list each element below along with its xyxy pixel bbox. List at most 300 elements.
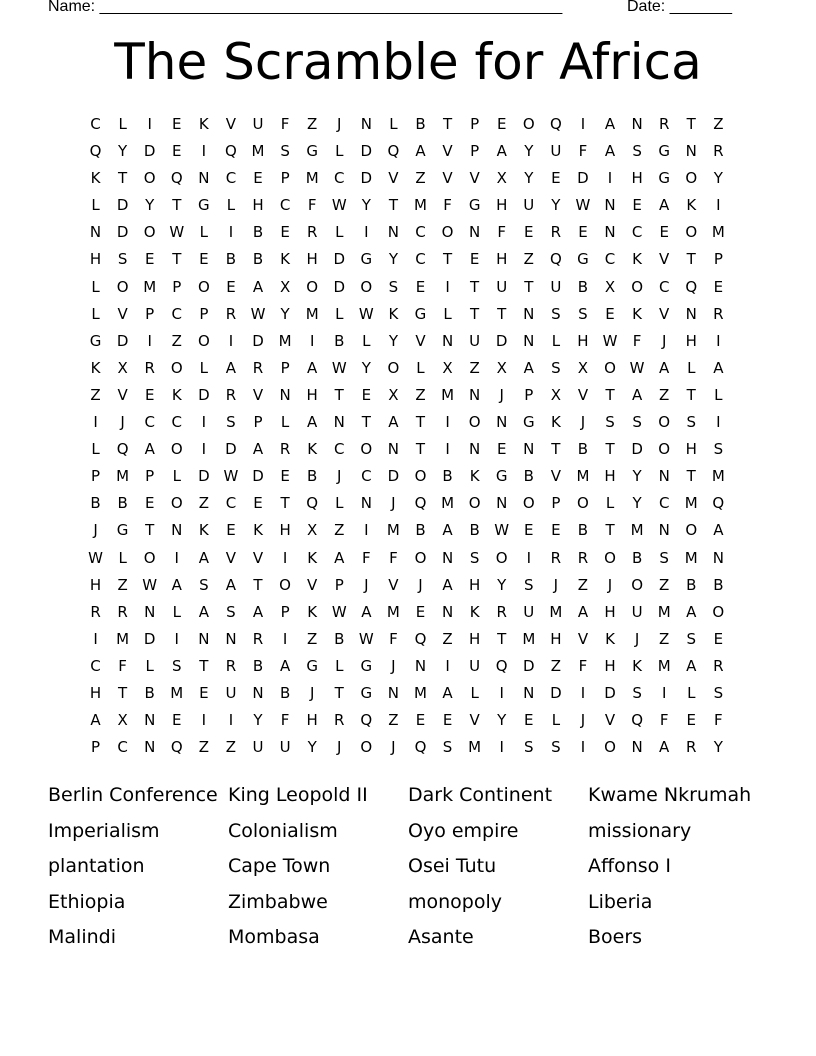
grid-letter: W	[331, 196, 347, 215]
grid-letter: L	[687, 358, 696, 377]
grid-letter: C	[415, 223, 426, 242]
grid-letter: Z	[225, 738, 237, 757]
grid-letter: N	[198, 169, 210, 188]
grid-letter: H	[468, 575, 481, 594]
grid-letter: U	[469, 656, 481, 675]
grid-letter: E	[496, 440, 507, 459]
grid-letter: E	[199, 250, 209, 269]
grid-letter: A	[198, 602, 209, 621]
grid-letter: I	[607, 169, 613, 188]
grid-letter: L	[280, 413, 290, 432]
grid-row	[82, 709, 742, 736]
grid-letter: M	[522, 629, 536, 648]
grid-letter: B	[713, 575, 724, 594]
grid-letter: B	[631, 548, 643, 567]
grid-letter: H	[89, 250, 102, 269]
grid-row	[82, 303, 742, 330]
grid-letter: M	[386, 521, 400, 540]
grid-letter: P	[524, 385, 534, 404]
grid-letter: K	[280, 250, 290, 269]
grid-letter: B	[334, 331, 345, 350]
grid-letter: T	[442, 250, 453, 269]
grid-letter: Y	[388, 250, 398, 269]
grid-letter: I	[201, 440, 207, 459]
grid-letter: T	[280, 494, 290, 513]
grid-letter: O	[441, 223, 454, 242]
grid-row	[82, 465, 742, 492]
grid-letter: A	[631, 385, 643, 404]
grid-letter: T	[605, 521, 615, 540]
grid-letter: V	[469, 169, 480, 188]
grid-letter: G	[658, 169, 670, 188]
grid-letter: E	[524, 521, 534, 540]
grid-letter: A	[307, 358, 318, 377]
grid-letter: Z	[90, 385, 101, 404]
grid-letter: U	[225, 683, 237, 702]
grid-letter: E	[226, 277, 236, 296]
grid-letter: I	[580, 738, 586, 757]
grid-row	[82, 221, 742, 248]
header	[48, 0, 748, 20]
grid-row	[82, 438, 742, 465]
grid-letter: V	[388, 575, 399, 594]
grid-letter: Q	[495, 656, 508, 675]
grid-letter: J	[418, 575, 423, 594]
grid-letter: B	[252, 223, 264, 242]
grid-letter: B	[442, 467, 453, 486]
grid-letter: L	[551, 711, 561, 730]
grid-letter: C	[604, 250, 616, 269]
grid-letter: T	[334, 385, 344, 404]
grid-letter: K	[90, 169, 101, 188]
grid-letter: H	[604, 467, 616, 486]
grid-letter: I	[445, 277, 450, 296]
grid-letter: A	[686, 602, 697, 621]
grid-letter: U	[523, 602, 535, 621]
grid-letter: B	[415, 521, 426, 540]
grid-letter: M	[278, 331, 292, 350]
grid-letter: B	[577, 277, 589, 296]
grid-letter: R	[713, 304, 724, 323]
grid-letter: Y	[145, 196, 155, 215]
grid-letter: H	[604, 602, 616, 621]
grid-letter: N	[658, 521, 670, 540]
grid-letter: A	[496, 142, 507, 161]
grid-letter: C	[631, 223, 643, 242]
grid-letter: O	[658, 440, 671, 459]
grid-letter: X	[604, 277, 616, 296]
grid-letter: D	[523, 656, 535, 675]
grid-letter: T	[497, 629, 507, 648]
grid-letter: L	[335, 494, 344, 513]
grid-letter: Z	[334, 521, 345, 540]
grid-letter: G	[658, 142, 670, 161]
grid-letter: Q	[685, 277, 698, 296]
grid-letter: A	[252, 440, 264, 459]
grid-letter: R	[713, 142, 724, 161]
grid-letter: L	[470, 683, 479, 702]
grid-letter: T	[605, 385, 615, 404]
grid-letter: D	[387, 467, 400, 486]
grid-letter: R	[279, 440, 291, 459]
grid-letter: W	[575, 196, 591, 215]
grid-letter: P	[280, 358, 290, 377]
grid-letter: V	[659, 304, 670, 323]
grid-letter: I	[445, 656, 450, 675]
grid-letter: G	[198, 196, 210, 215]
grid-letter: W	[358, 629, 374, 648]
grid-letter: K	[198, 115, 209, 133]
grid-letter: N	[144, 738, 156, 757]
grid-letter: I	[282, 548, 288, 567]
grid-letter: R	[225, 304, 237, 323]
grid-letter: Z	[307, 115, 318, 133]
grid-letter: A	[713, 521, 724, 540]
grid-letter: Z	[388, 711, 399, 730]
grid-letter: C	[658, 277, 670, 296]
grid-letter: F	[280, 115, 290, 133]
grid-letter: C	[279, 196, 291, 215]
grid-letter: I	[716, 413, 721, 432]
grid-letter: I	[201, 142, 207, 161]
grid-row	[82, 655, 742, 682]
grid-letter: A	[442, 521, 453, 540]
grid-letter: Z	[198, 738, 209, 757]
grid-letter: T	[199, 656, 209, 675]
grid-letter: N	[89, 223, 102, 242]
grid-letter: N	[685, 304, 697, 323]
grid-letter: G	[360, 656, 373, 675]
grid-letter: G	[468, 196, 481, 215]
grid-letter: F	[632, 331, 642, 350]
grid-letter: Z	[442, 629, 453, 648]
grid-letter: Z	[415, 169, 426, 188]
grid-letter: F	[578, 142, 588, 161]
grid-letter: T	[470, 277, 480, 296]
grid-letter: K	[307, 602, 318, 621]
grid-letter: P	[280, 602, 290, 621]
grid-letter: D	[116, 196, 129, 215]
grid-letter: M	[549, 602, 563, 621]
grid-letter: K	[388, 304, 399, 323]
grid-letter: E	[659, 223, 669, 242]
grid-letter: R	[144, 358, 155, 377]
grid-letter: V	[415, 331, 426, 350]
grid-letter: G	[495, 467, 508, 486]
grid-letter: M	[576, 467, 590, 486]
grid-letter: Z	[577, 575, 589, 594]
grid-letter: B	[117, 494, 128, 513]
grid-letter: A	[361, 602, 372, 621]
grid-letter: M	[386, 602, 400, 621]
grid-letter: Z	[523, 250, 534, 269]
grid-letter: I	[526, 548, 531, 567]
grid-letter: E	[280, 223, 290, 242]
grid-letter: L	[443, 304, 452, 323]
grid-letter: V	[577, 629, 589, 648]
grid-row	[82, 167, 742, 194]
grid-letter: M	[305, 169, 319, 188]
grid-letter: J	[120, 413, 125, 432]
grid-letter: M	[711, 467, 725, 486]
grid-letter: I	[309, 331, 315, 350]
grid-letter: A	[225, 358, 237, 377]
grid-letter: R	[713, 656, 724, 675]
word-list-item: Malindi	[48, 926, 116, 949]
grid-letter: E	[713, 629, 724, 648]
word-list-item: Berlin Conference	[48, 784, 218, 806]
word-list-item: Asante	[408, 926, 474, 949]
grid-letter: T	[442, 115, 453, 133]
grid-letter: D	[198, 467, 210, 486]
grid-letter: A	[334, 548, 345, 567]
grid-letter: N	[333, 413, 345, 432]
grid-letter: Q	[549, 115, 562, 133]
grid-letter: J	[337, 467, 342, 486]
grid-letter: M	[657, 656, 671, 675]
grid-letter: D	[577, 169, 589, 188]
grid-letter: S	[632, 683, 642, 702]
grid-row	[82, 113, 742, 140]
grid-letter: T	[172, 196, 182, 215]
grid-letter: M	[468, 738, 482, 757]
grid-letter: D	[225, 440, 237, 459]
grid-letter: R	[252, 629, 264, 648]
grid-row	[82, 682, 742, 709]
grid-letter: O	[143, 223, 156, 242]
grid-letter: H	[252, 196, 264, 215]
grid-letter: L	[335, 142, 344, 161]
grid-letter: W	[629, 358, 645, 377]
grid-letter: A	[252, 602, 264, 621]
grid-letter: H	[89, 575, 102, 594]
grid-letter: O	[604, 738, 616, 757]
grid-letter: O	[116, 277, 129, 296]
grid-letter: I	[174, 629, 179, 648]
grid-letter: Y	[307, 738, 317, 757]
grid-letter: V	[659, 250, 670, 269]
grid-letter: T	[524, 277, 534, 296]
grid-letter: H	[685, 440, 697, 459]
grid-letter: S	[686, 629, 697, 648]
grid-letter: Q	[306, 494, 319, 513]
grid-letter: N	[441, 548, 454, 567]
grid-letter: R	[686, 738, 697, 757]
grid-letter: L	[226, 196, 236, 215]
grid-letter: L	[362, 331, 371, 350]
grid-letter: I	[364, 223, 369, 242]
grid-letter: Y	[253, 711, 263, 730]
grid-letter: K	[632, 250, 643, 269]
grid-letter: G	[89, 331, 102, 350]
grid-letter: J	[337, 115, 342, 133]
grid-row	[82, 248, 742, 275]
grid-letter: A	[388, 413, 399, 432]
grid-letter: D	[116, 331, 129, 350]
word-list-item: Affonso I	[588, 855, 671, 878]
grid-letter: H	[496, 250, 508, 269]
grid-letter: Q	[116, 440, 129, 459]
grid-letter: T	[388, 196, 398, 215]
grid-letter: G	[306, 142, 318, 161]
grid-letter: D	[333, 277, 346, 296]
grid-letter: P	[280, 169, 290, 188]
grid-letter: R	[334, 711, 345, 730]
grid-letter: D	[631, 440, 643, 459]
grid-letter: O	[143, 548, 156, 567]
grid-letter: N	[685, 142, 697, 161]
grid-row	[82, 547, 742, 574]
grid-letter: M	[170, 683, 184, 702]
grid-letter: G	[116, 521, 129, 540]
grid-letter: N	[469, 440, 481, 459]
grid-letter: L	[335, 223, 344, 242]
grid-letter: U	[523, 196, 535, 215]
grid-letter: O	[712, 602, 725, 621]
grid-letter: Y	[497, 711, 507, 730]
letter-grid	[82, 113, 742, 763]
grid-letter: N	[604, 223, 616, 242]
grid-letter: N	[631, 738, 643, 757]
grid-letter: L	[91, 440, 100, 459]
grid-letter: V	[469, 711, 480, 730]
grid-letter: O	[387, 358, 400, 377]
grid-letter: X	[496, 358, 507, 377]
grid-letter: W	[142, 575, 158, 594]
grid-letter: K	[307, 440, 318, 459]
grid-letter: V	[577, 385, 589, 404]
grid-letter: N	[414, 656, 427, 675]
grid-letter: Y	[524, 142, 534, 161]
grid-letter: V	[388, 169, 399, 188]
grid-letter: Y	[388, 331, 398, 350]
word-list-item: King Leopold II	[228, 784, 368, 806]
grid-letter: L	[714, 385, 723, 404]
grid-letter: P	[334, 575, 344, 594]
grid-letter: R	[225, 656, 237, 675]
grid-letter: G	[414, 304, 427, 323]
grid-letter: E	[632, 196, 642, 215]
grid-letter: T	[686, 250, 696, 269]
grid-letter: V	[604, 711, 616, 730]
grid-letter: N	[144, 711, 156, 730]
grid-letter: S	[659, 548, 669, 567]
grid-letter: H	[306, 250, 318, 269]
grid-letter: O	[143, 169, 156, 188]
grid-letter: P	[91, 467, 101, 486]
grid-letter: T	[686, 467, 696, 486]
grid-letter: L	[91, 277, 100, 296]
grid-letter: X	[550, 385, 561, 404]
grid-letter: U	[550, 142, 562, 161]
grid-letter: O	[360, 738, 373, 757]
grid-letter: I	[716, 331, 721, 350]
grid-letter: I	[661, 683, 667, 702]
grid-letter: P	[470, 115, 480, 133]
grid-letter: J	[580, 413, 586, 432]
grid-letter: H	[89, 683, 102, 702]
grid-letter: N	[198, 629, 210, 648]
grid-letter: L	[605, 494, 615, 513]
word-list-item: missionary	[588, 819, 692, 842]
date-field-label: Date: _______	[627, 0, 732, 15]
grid-letter: E	[415, 602, 426, 621]
grid-letter: A	[659, 196, 670, 215]
grid-letter: N	[604, 196, 616, 215]
grid-letter: S	[632, 413, 642, 432]
grid-letter: O	[306, 277, 319, 296]
grid-letter: E	[361, 385, 372, 404]
grid-letter: O	[604, 548, 616, 567]
grid-letter: A	[171, 575, 182, 594]
grid-letter: T	[470, 304, 480, 323]
grid-letter: A	[307, 413, 318, 432]
grid-letter: C	[225, 494, 237, 513]
grid-letter: M	[251, 142, 265, 161]
grid-letter: K	[171, 385, 182, 404]
grid-letter: I	[201, 413, 207, 432]
grid-letter: M	[116, 467, 130, 486]
word-list-item: Kwame Nkrumah	[588, 784, 752, 806]
grid-letter: N	[631, 115, 643, 133]
grid-letter: R	[550, 548, 562, 567]
grid-letter: T	[334, 683, 344, 702]
grid-letter: G	[522, 413, 535, 432]
grid-letter: G	[360, 250, 373, 269]
grid-letter: Z	[469, 358, 480, 377]
grid-letter: C	[415, 250, 426, 269]
grid-letter: U	[469, 331, 481, 350]
grid-letter: E	[524, 711, 534, 730]
grid-letter: N	[144, 602, 156, 621]
grid-letter: J	[93, 521, 98, 540]
grid-letter: T	[686, 115, 696, 133]
grid-letter: E	[199, 683, 209, 702]
grid-letter: Q	[225, 142, 237, 161]
grid-letter: E	[415, 277, 426, 296]
grid-letter: R	[90, 602, 101, 621]
grid-letter: Z	[307, 629, 318, 648]
grid-letter: W	[331, 602, 347, 621]
grid-letter: N	[523, 440, 535, 459]
grid-letter: O	[170, 494, 183, 513]
grid-letter: W	[250, 304, 266, 323]
grid-letter: O	[685, 521, 698, 540]
grid-row	[82, 601, 742, 628]
grid-letter: Q	[549, 250, 562, 269]
grid-letter: A	[604, 142, 616, 161]
grid-letter: O	[468, 413, 481, 432]
word-list-item: Colonialism	[228, 819, 338, 842]
grid-letter: O	[658, 413, 671, 432]
grid-letter: A	[659, 358, 670, 377]
grid-letter: Z	[171, 331, 182, 350]
grid-letter: F	[362, 548, 371, 567]
grid-letter: S	[713, 440, 724, 459]
grid-letter: S	[686, 413, 697, 432]
grid-letter: O	[170, 440, 183, 459]
grid-letter: C	[658, 494, 670, 513]
grid-letter: V	[252, 548, 264, 567]
grid-letter: O	[685, 223, 698, 242]
grid-letter: K	[550, 413, 561, 432]
grid-letter: T	[605, 440, 615, 459]
grid-letter: P	[91, 738, 101, 757]
grid-letter: B	[90, 494, 101, 513]
grid-letter: N	[469, 385, 481, 404]
grid-letter: Y	[632, 467, 642, 486]
grid-letter: A	[442, 683, 453, 702]
